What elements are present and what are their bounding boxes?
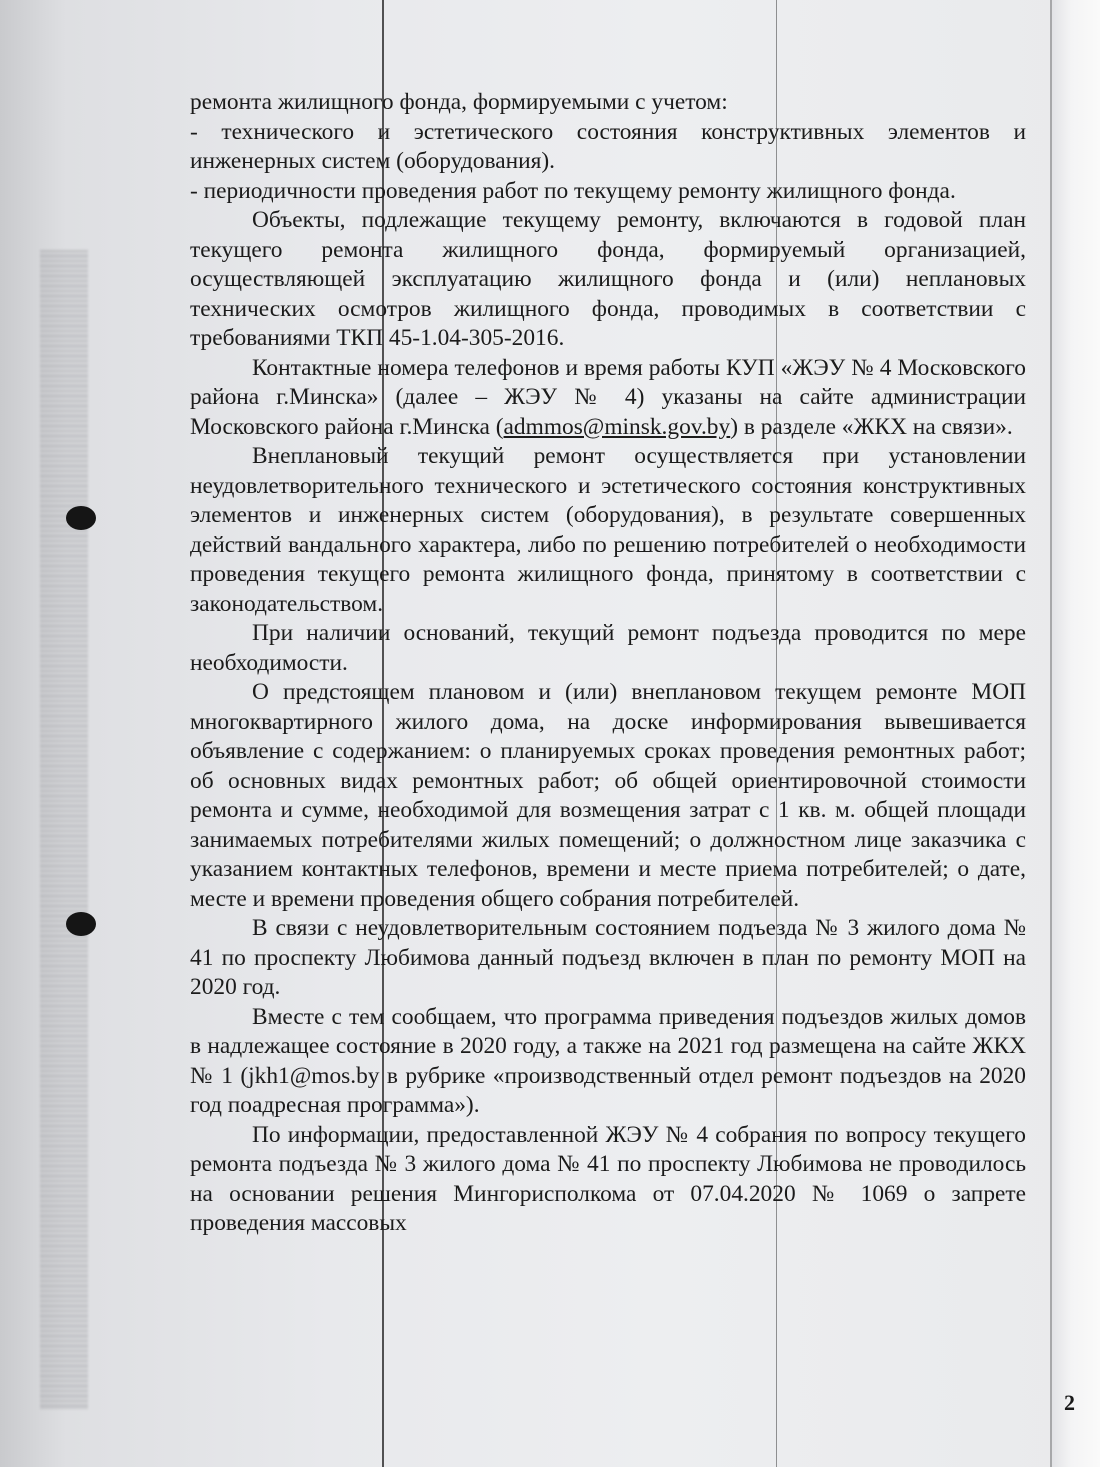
paragraph-text: Контактные номера телефонов и время работы КУП «ЖЭУ № 4 Московского района г.Минска» (далее – ЖЭУ № 4) указаны на сайте администрации Московского района г.Минска ( — [190, 354, 1026, 440]
paragraph: Объекты, подлежащие текущему ремонту, включаются в годовой план текущего ремонта жилищного фонда, формируемый организацией, осуществляющей эксплуатацию жилищного фонда и (или) неплановых технических осмотров жилищного фонда, проводимых в соответствии с требованиями ТКП 45-1.04-305-2016. — [190, 207, 1026, 351]
paper-edge — [1052, 0, 1100, 1467]
paragraph: По информации, предоставленной ЖЭУ № 4 собрания по вопросу текущего ремонта подъезда № 3 жилого дома № 41 по проспекту Любимова не проводилось на основании решения Мингорисполкома от 07.04.2020 № 1069 о запрете проведения массовых — [190, 1121, 1026, 1236]
paragraph: В связи с неудовлетворительным состоянием подъезда № 3 жилого дома № 41 по проспекту Любимова данный подъезд включен в план по ремонту МОП на 2020 год. — [190, 915, 1026, 1000]
paragraph: ремонта жилищного фонда, формируемыми с учетом: — [190, 89, 728, 115]
punch-hole — [66, 506, 96, 530]
paragraph-text: ) в разделе «ЖКХ на связи». — [730, 413, 1013, 440]
list-item: - периодичности проведения работ по текущему ремонту жилищного фонда. — [190, 177, 956, 204]
paragraph-contacts — [190, 354, 1026, 443]
scan-streak — [40, 250, 88, 1410]
paragraph: При наличии оснований, текущий ремонт подъезда проводится по мере необходимости. — [190, 620, 1026, 676]
punch-hole — [66, 912, 96, 936]
page-number: 2 — [1064, 1390, 1075, 1415]
paragraph: Внеплановый текущий ремонт осуществляется при установлении неудовлетворительного технического и эстетического состояния конструктивных элементов и инженерных систем (оборудования), в результате совершенных действий вандального характера, либо по решению потребителей о необходимости проведения текущего ремонта жилищного фонда, принятому в соответствии с законодательством. — [190, 443, 1026, 617]
list-item: - технического и эстетического состояния конструктивных элементов и инженерных систем (оборудования). — [190, 118, 1026, 174]
paragraph: О предстоящем плановом и (или) внеплановом текущем ремонте МОП многоквартирного жилого дома, на доске информирования вывешивается объявление с содержанием: о планируемых сроках проведения ремонтных работ; об основных видах ремонтных работ; об общей ориентировочной стоимости ремонта и сумме, необходимой для возмещения затрат с 1 кв. м. общей площади занимаемых потребителями жилых помещений; о должностном лице заказчика с указанием контактных телефонов, времени и месте приема потребителей; о дате, месте и времени проведения общего собрания потребителей. — [190, 679, 1026, 912]
paper-edge-line — [1050, 0, 1052, 1467]
email-link[interactable]: admmos@minsk.gov.by — [503, 413, 731, 440]
document-body — [190, 88, 1026, 1239]
paragraph: Вместе с тем сообщаем, что программа приведения подъездов жилых домов в надлежащее состояние в 2020 году, а также на 2021 год размещена на сайте ЖКХ № 1 (jkh1@mos.by в рубрике «производственный отдел ремонт подъездов на 2020 год поадресная программа»). — [190, 1003, 1026, 1118]
